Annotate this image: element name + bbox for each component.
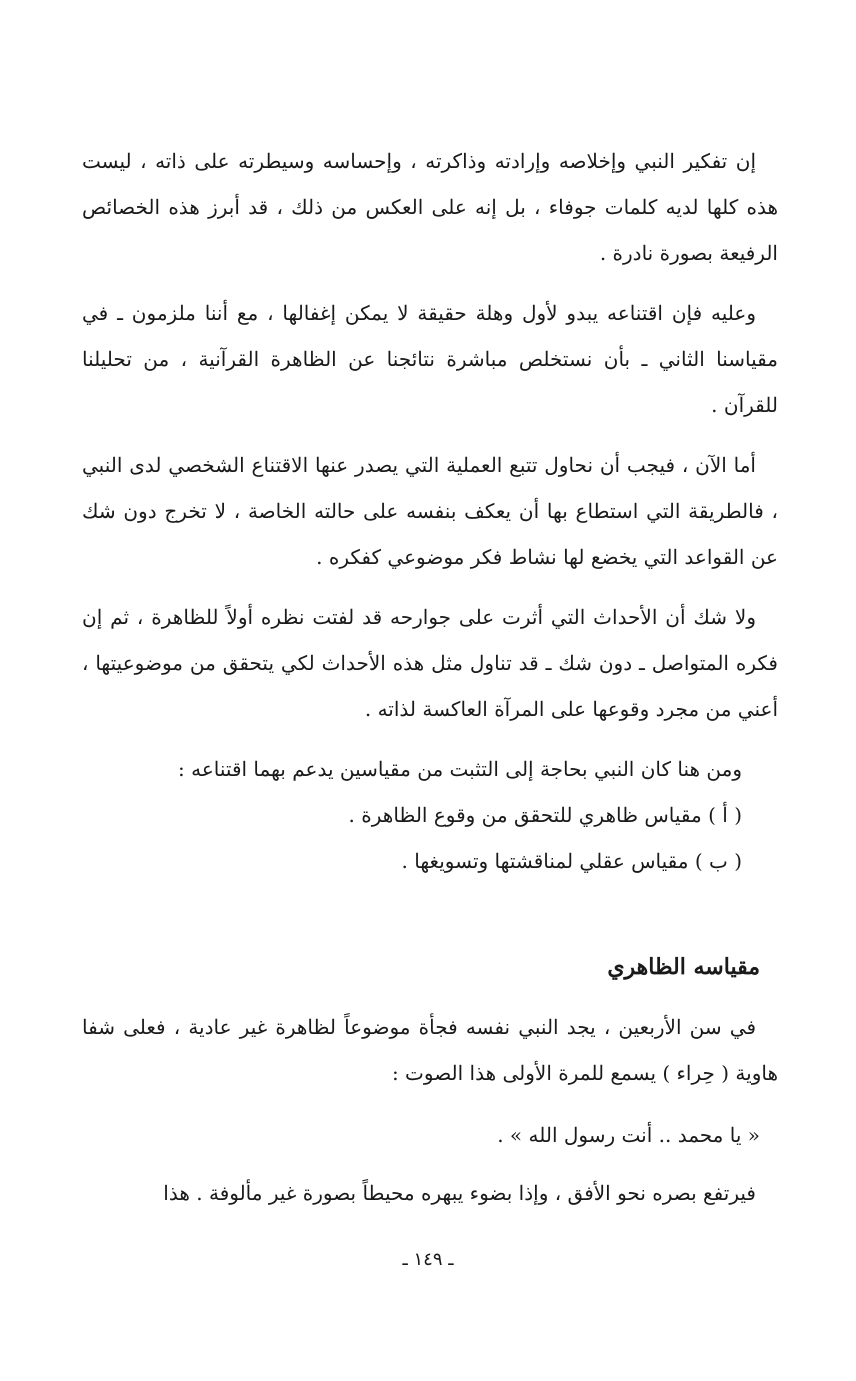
criteria-list-item-b: ( ب ) مقياس عقلي لمناقشتها وتسويغها . bbox=[401, 849, 742, 873]
paragraph-3-text: أما الآن ، فيجب أن نحاول تتبع العملية التي يصدر عنها الاقتناع الشخصي لدى النبي ، فالطريقة التي استطاع بها أن يعكف بنفسه على حالته الخاصة ، لا تخرج دون شك عن القواعد التي يخضع لها نشاط فكر موضوعي كفكره . bbox=[82, 453, 778, 569]
section-heading: مقياسه الظاهري bbox=[607, 954, 760, 980]
criteria-list bbox=[82, 746, 742, 884]
paragraph-2-text: وعليه فإن اقتناعه يبدو لأول وهلة حقيقة لا يمكن إغفالها ، مع أننا ملزمون ـ في مقياسنا الثاني ـ بأن نستخلص مباشرة نتائجنا عن الظاهرة القرآنية ، من تحليلنا للقرآن . bbox=[82, 301, 778, 417]
paragraph-4-text: ولا شك أن الأحداث التي أثرت على جوارحه قد لفتت نظره أولاً للظاهرة ، ثم إن فكره المتواصل ـ دون شك ـ قد تناول مثل هذه الأحداث لكي يتحقق من موضوعيتها ، أعني من مجرد وقوعها على المرآة العاكسة لذاته . bbox=[82, 605, 778, 721]
section-paragraph-text: في سن الأربعين ، يجد النبي نفسه فجأة موضوعاً لظاهرة غير عادية ، فعلى شفا هاوية ( حِراء ) يسمع للمرة الأولى هذا الصوت : bbox=[82, 1015, 778, 1085]
paragraph-1 bbox=[82, 138, 778, 276]
last-paragraph-text: فيرتفع بصره نحو الأفق ، وإذا بضوء يبهره محيطاً بصورة غير مألوفة . هذا bbox=[163, 1181, 756, 1205]
paragraph-1-text: إن تفكير النبي وإخلاصه وإرادته وذاكرته ، وإحساسه وسيطرته على ذاته ، ليست هذه كلها لديه كلمات جوفاء ، بل إنه على العكس من ذلك ، قد أبرز هذه الخصائص الرفيعة بصورة نادرة . bbox=[82, 149, 778, 265]
page-number: ـ ١٤٩ ـ bbox=[402, 1249, 454, 1270]
criteria-list-intro: ومن هنا كان النبي بحاجة إلى التثبت من مقياسين يدعم بهما اقتناعه : bbox=[178, 757, 742, 781]
last-paragraph bbox=[82, 1170, 778, 1216]
criteria-list-item-a: ( أ ) مقياس ظاهري للتحقق من وقوع الظاهرة . bbox=[348, 803, 742, 827]
paragraph-4 bbox=[82, 594, 778, 732]
quoted-voice: « يا محمد .. أنت رسول الله » . bbox=[497, 1123, 760, 1147]
section-paragraph bbox=[82, 1004, 778, 1096]
paragraph-3 bbox=[82, 442, 778, 580]
paragraph-2 bbox=[82, 290, 778, 428]
